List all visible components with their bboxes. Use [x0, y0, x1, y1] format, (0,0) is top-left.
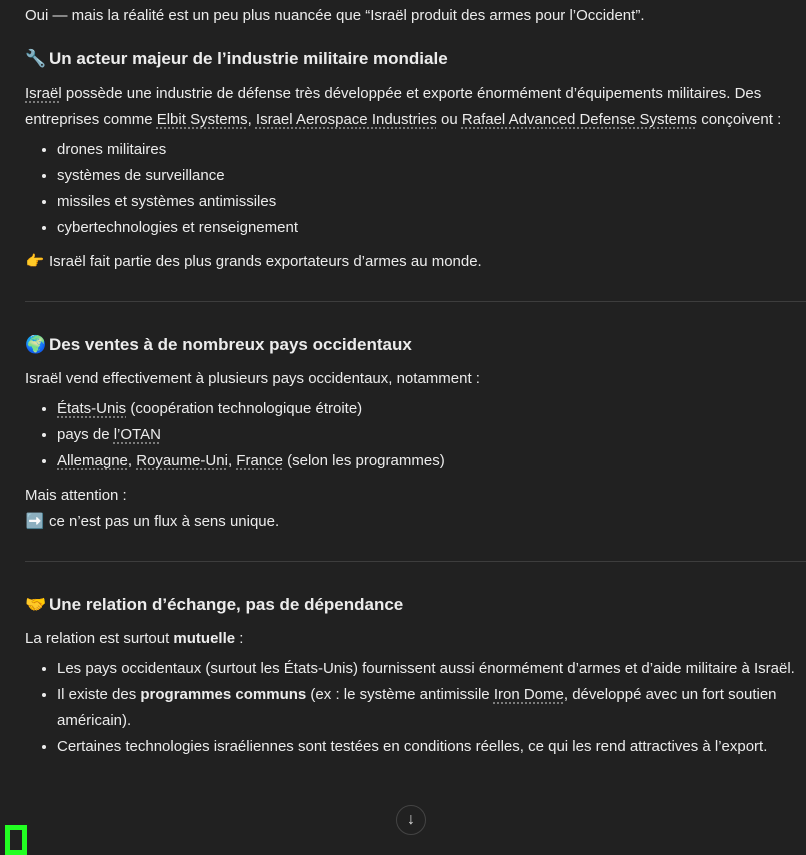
globe-icon: 🌍 — [25, 335, 47, 354]
section-heading-sales: 🌍 Des ventes à de nombreux pays occidentaux — [25, 332, 795, 358]
intro-text: Oui — mais la réalité est un peu plus nuancée que “Israël produit des armes pour l’Occident”. — [25, 7, 645, 24]
list-item: • missiles et systèmes antimissiles — [57, 189, 795, 215]
divider — [25, 561, 806, 562]
link-usa[interactable]: États-Unis — [57, 400, 127, 417]
products-list — [25, 137, 795, 241]
list-item: • cybertechnologies et renseignement — [57, 215, 795, 241]
divider — [25, 301, 806, 302]
link-france[interactable]: France — [236, 452, 283, 469]
section-heading-industry: 🔧 Un acteur majeur de l’industrie militaire mondiale — [25, 46, 795, 72]
handshake-icon: 🤝 — [25, 595, 47, 614]
link-israel[interactable]: Israël — [25, 85, 62, 102]
relation-list — [25, 656, 795, 760]
link-germany[interactable]: Allemagne — [57, 452, 128, 469]
link-iai[interactable]: Israel Aerospace Industries — [255, 111, 437, 128]
link-uk[interactable]: Royaume-Uni — [136, 452, 228, 469]
list-item: • États-Unis (coopération technologique étroite) — [57, 396, 795, 422]
wrench-icon: 🔧 — [25, 49, 47, 68]
list-item: • Les pays occidentaux (surtout les États-Unis) fournissent aussi énormément d’armes et d’aide militaire à Israël. — [57, 656, 795, 682]
attention-text: Mais attention : — [25, 487, 127, 504]
exporter-note: 👉 Israël fait partie des plus grands exportateurs d’armes au monde. — [25, 249, 795, 275]
list-item: • systèmes de surveillance — [57, 163, 795, 189]
link-elbit[interactable]: Elbit Systems — [156, 111, 248, 128]
chat-message — [25, 3, 795, 760]
pointing-hand-icon: 👉 — [25, 253, 45, 270]
list-item: • Il existe des programmes communs (ex : le système antimissile Iron Dome, développé avec un fort soutien américain). — [57, 682, 795, 734]
scroll-down-button[interactable] — [396, 805, 426, 835]
industry-paragraph: Israël possède une industrie de défense très développée et exporte énormément d’équipements militaires. Des entreprises comme Elbit Systems, Israel Aerospace Industries ou Rafael Advanced Defense Systems conçoivent : — [25, 85, 782, 128]
countries-list — [25, 396, 795, 474]
list-item: • Allemagne, Royaume-Uni, France (selon les programmes) — [57, 448, 795, 474]
list-item: • Certaines technologies israéliennes sont testées en conditions réelles, ce qui les rend attractives à l’export. — [57, 734, 795, 760]
relation-paragraph: La relation est surtout mutuelle : — [25, 630, 244, 647]
arrow-down-icon: ↓ — [407, 811, 415, 828]
right-arrow-icon: ➡️ — [25, 513, 45, 530]
arrow-note: ➡️ ce n’est pas un flux à sens unique. — [25, 509, 795, 535]
list-item: • pays de l’OTAN — [57, 422, 795, 448]
sales-paragraph: Israël vend effectivement à plusieurs pays occidentaux, notamment : — [25, 370, 480, 387]
link-iron-dome[interactable]: Iron Dome — [493, 686, 564, 703]
section-heading-relation: 🤝 Une relation d’échange, pas de dépendance — [25, 592, 795, 618]
link-otan[interactable]: l’OTAN — [113, 426, 161, 443]
list-item: • drones militaires — [57, 137, 795, 163]
focus-indicator — [5, 825, 27, 855]
link-rafael[interactable]: Rafael Advanced Defense Systems — [461, 111, 698, 128]
